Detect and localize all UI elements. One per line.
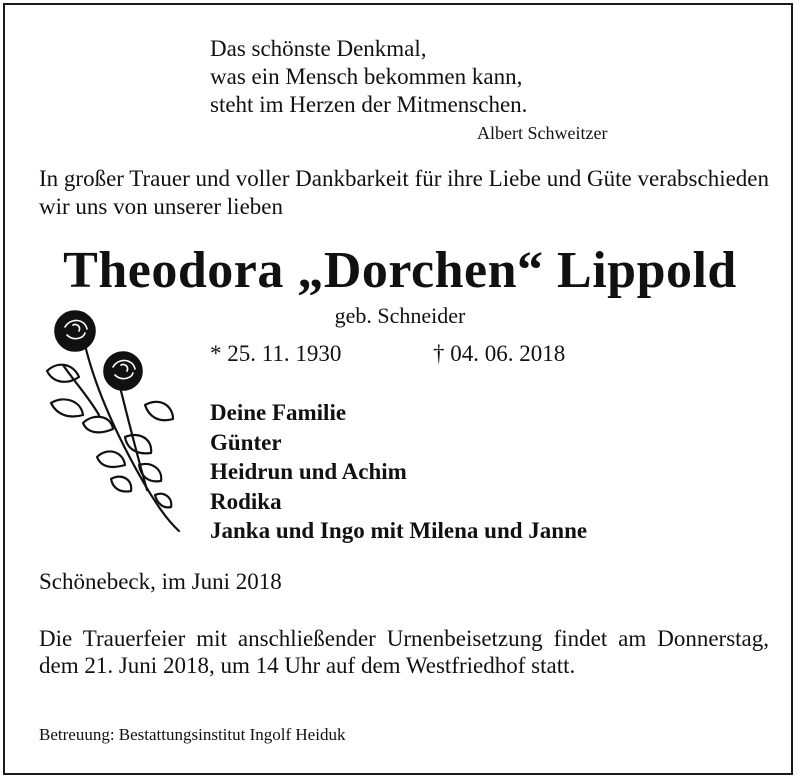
- maiden-name: geb. Schneider: [334, 303, 466, 328]
- quote-line: was ein Mensch bekommen kann,: [210, 64, 523, 89]
- mourner-entry: Heidrun und Achim: [210, 459, 407, 484]
- mourner-entry: Günter: [210, 429, 282, 455]
- death-date: † 04. 06. 2018: [433, 341, 566, 366]
- mourner-entry: Deine Familie: [210, 400, 347, 425]
- birth-date: * 25. 11. 1930: [210, 341, 342, 366]
- mourner-entry: Janka und Ingo mit Milena und Janne: [210, 518, 588, 543]
- ceremony-text: Die Trauerfeier mit anschließender Urnenbeisetzung findet am Donnerstag, dem 21. Juni 2018, um 14 Uhr auf dem Westfriedhof statt.: [39, 626, 769, 678]
- mourner-entry: Rodika: [210, 488, 282, 514]
- place-date: Schönebeck, im Juni 2018: [39, 569, 282, 594]
- quote: [210, 35, 527, 119]
- intro-text: In großer Trauer und voller Dankbarkeit für ihre Liebe und Güte verabschieden wir uns von unserer lieben: [39, 166, 770, 219]
- roses-icon: [27, 305, 187, 537]
- quote-author: Albert Schweitzer: [477, 123, 608, 143]
- quote-line: Das schönste Denkmal,: [210, 36, 427, 61]
- mourners-list: [210, 398, 587, 546]
- funeral-care-credit: Betreuung: Bestattungsinstitut Ingolf Heiduk: [39, 725, 346, 744]
- quote-line: steht im Herzen der Mitmenschen.: [210, 92, 528, 117]
- deceased-name: Theodora „Dorchen“ Lippold: [63, 242, 737, 299]
- obituary-notice: [3, 3, 793, 775]
